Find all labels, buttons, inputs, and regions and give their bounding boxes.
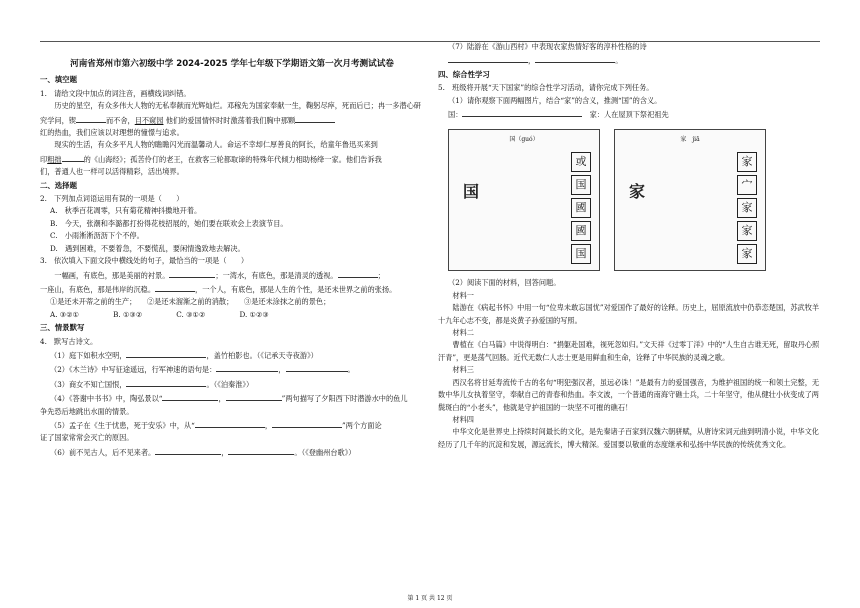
q2-option-a: A. 秋季百花凋零，只有菊花精神抖擞地开着。	[50, 206, 202, 216]
underlined-word: 目不窥园	[134, 115, 164, 125]
material-2-heading: 材料二	[452, 328, 474, 338]
answer-blank[interactable]	[338, 268, 378, 278]
q4-item-6	[40, 445, 424, 459]
question-4: 4. 默写古诗文。	[40, 336, 98, 346]
answer-blank[interactable]	[295, 113, 335, 123]
text: ；	[377, 270, 385, 280]
section-heading-3: 三、情景默写	[40, 323, 85, 333]
figure-jia-glyph: 家	[629, 182, 646, 202]
q3-text-1	[40, 268, 424, 282]
text: ，盖竹柏影也。（《记承天寺夜游》）	[206, 350, 318, 360]
text: ，	[264, 420, 273, 430]
right-column	[438, 44, 822, 451]
answer-blank[interactable]	[535, 53, 615, 63]
question-2: 2. 下列加点词语运用有误的一项是（ ）	[40, 194, 184, 204]
q2-option-c: C. 小雨淅淅沥沥下个不停。	[50, 231, 144, 241]
text: 家：人在屋顶下祭祀祖先	[582, 110, 669, 120]
glyph: 宀	[737, 175, 757, 195]
text: （4）《答谢中书书》中，陶弘景以“	[50, 394, 163, 404]
q3-option-b[interactable]: B. ①③②	[113, 309, 143, 319]
answer-blank[interactable]	[155, 282, 195, 292]
q1-paragraph-2c: 们，普通人也一样可以活得精彩，活出境界。	[40, 167, 184, 177]
answer-blank[interactable]	[228, 445, 294, 455]
text: 历史的星空，有众多伟大人物的无私奉献而光辉灿烂。邓稼先为国家奉献一生，鞠躬尽瘁，死而后已；	[54, 101, 378, 111]
question-1: 1. 请给文段中加点的词注音，画横线词纠错。	[40, 88, 191, 98]
text: （6）前不见古人，后不见来者。	[50, 447, 156, 457]
text: ，一个人，有底色，那是人生的个性，是还未世界之前的张扬。	[195, 284, 397, 294]
material-4-heading: 材料四	[452, 414, 474, 424]
answer-blank[interactable]	[162, 391, 218, 401]
text: 一幅画，有底色，那是美丽的衬景。	[54, 270, 170, 280]
text: ”两个方面论	[342, 420, 382, 430]
text: ”两句描写了夕阳西下时潜游水中的鱼儿	[281, 394, 408, 404]
text: ，	[278, 365, 286, 375]
q4-item-1	[40, 348, 424, 362]
text: ，	[218, 394, 226, 404]
text: 。（《登幽州台歌》）	[294, 447, 356, 457]
material-4-text: 中华文化是世界史上持续时间最长的文化，是先秦诸子百家到汉魏六朝骈赋，从唐诗宋词元曲到明清小说，中华文化经历了几千年的沉淀和发展，源远流长，博大精深。爱国要以敬重的态度继承和弘扬中华民族的传统优秀文化。	[438, 427, 819, 449]
glyph: 家	[737, 244, 757, 264]
glyph: 國	[571, 198, 591, 218]
q4-item-5b: 证了国家常常会灭亡的原因。	[40, 433, 134, 443]
material-2-text: 曹植在《白马篇》中说得明白：“捐躯赴国难，视死忽如归。”文天祥《过零丁洋》中的“人生自古谁无死，留取丹心照汗青”，更是荡气回肠。近代无数仁人志士更是用鲜血和生命，诠释了中华民族的灵魂之歌。	[438, 340, 820, 362]
text: 。（《泊秦淮》）	[206, 379, 254, 389]
answer-blank[interactable]	[448, 53, 528, 63]
figure-guo-caption: 国（guó）	[509, 136, 539, 144]
q4-item-2	[40, 362, 424, 376]
q4-item-3	[40, 377, 424, 391]
figure-jia-evolution	[737, 152, 757, 264]
q4-item-4	[40, 391, 424, 405]
text: 的《山海经》；孤苦伶仃的老王，在救客三轮都取谛的特殊年代倾力相助杨绛一家。他们告诉我	[83, 154, 382, 164]
underlined-word: 粗拙	[47, 154, 62, 164]
answer-blank[interactable]	[195, 418, 265, 428]
figure-guo	[448, 129, 600, 271]
answer-blank[interactable]	[62, 152, 84, 162]
material-1-text: 陆游在《病起书怀》中用一句“位卑未敢忘国忧”对爱国作了最好的诠释。历史上，屈原流放中仍恭恋楚国，苏武牧羊十九年心志不变，都是炎黄子孙爱国的写照。	[438, 303, 820, 325]
q5-part-1: （1）请你观察下面两幅图片，结合“家”的含义，推测“国”的含义。	[448, 95, 662, 105]
answer-blank[interactable]	[126, 377, 206, 387]
answer-blank[interactable]	[462, 107, 582, 117]
figure-guo-glyph: 国	[463, 182, 480, 202]
q5-part-2: （2）阅读下面的材料，回答问题。	[448, 278, 561, 288]
answer-blank[interactable]	[169, 268, 215, 278]
q3-option-a[interactable]: A. ③②①	[50, 309, 80, 319]
glyph: 或	[571, 152, 591, 172]
section-heading-1: 一、填空题	[40, 75, 77, 85]
figure-jia-caption: 家 jiā	[680, 136, 700, 144]
q1-paragraph-2b	[40, 152, 424, 166]
glyph: 家	[737, 198, 757, 218]
q4-item-4b: 争先恐后地跳出水面的情景。	[40, 406, 134, 416]
glyph: 家	[737, 221, 757, 241]
material-3-text: 西汉名将甘延寿流传千古的名句“明犯强汉者，虽远必诛！”是最有力的爱国强音，为维护祖国的统一和领土完整，无数中华儿女执着坚守，奉献自己的青春和热血。李文波，一个普通的南海守礁士兵，二十年坚守，他从健壮小伙变成了两鬓斑白的“小老头”，他就是守护祖国的一块坚不可摧的礁石！	[438, 377, 820, 412]
q2-option-d: D. 遇到困难，不要着急，不要慌乱，要闲情逸致地去解决。	[50, 243, 245, 253]
left-column	[40, 44, 424, 459]
section-heading-4: 四、综合性学习	[438, 69, 490, 79]
q3-options	[40, 309, 424, 321]
text: 国：	[448, 110, 463, 120]
glyph: 國	[571, 221, 591, 241]
text: 印	[40, 154, 48, 164]
answer-blank[interactable]	[286, 362, 348, 372]
glyph: 国	[571, 244, 591, 264]
q1-paragraph-1	[40, 100, 424, 127]
q3-choices: ①是还未开蒂之前的生产； ②是还未溜渐之前的消散； ③是还未涂抹之前的景色；	[50, 297, 331, 307]
q2-option-b: B. 今天，张潮和李潞都打扮得花枝招展的，她们要在联欢会上表演节目。	[50, 218, 288, 228]
text: 。	[347, 365, 355, 375]
text: ，	[528, 56, 536, 66]
text: 他们的爱国情怀时时激荡着我们胸中那颗	[163, 115, 296, 125]
answer-blank[interactable]	[126, 348, 206, 358]
text: 。	[615, 56, 623, 66]
q3-option-d[interactable]: D. ①②③	[239, 309, 269, 319]
glyph: 国	[571, 175, 591, 195]
answer-blank[interactable]	[155, 445, 221, 455]
page-footer: 第 1 页 共 12 页	[407, 595, 453, 602]
answer-blank[interactable]	[272, 418, 342, 428]
figures	[448, 129, 822, 271]
text: 冉一多潜心研究学问，锲	[40, 101, 421, 125]
page-title: 河南省郑州市第六初级中学 2024-2025 学年七年级下学期语文第一次月考测试试卷	[70, 59, 394, 69]
answer-blank[interactable]	[216, 362, 278, 372]
text: （5）孟子在《生于忧患，死于安乐》中，从“	[50, 420, 195, 430]
q1-paragraph-2: 现实的生活，有众多平凡人物的瞻瞻闪光而温馨动人。命运不幸却仁厚善良的阿长，给童年鲁迅买来到	[54, 140, 378, 150]
text: （1）庭下如积水空明，	[50, 350, 127, 360]
question-5: 5. 班级将开展“天下国家”的综合性学习活动，请你完成下列任务。	[438, 83, 654, 93]
material-3-heading: 材料三	[452, 365, 474, 375]
answer-blank[interactable]	[76, 113, 106, 123]
q3-option-c[interactable]: C. ③①②	[176, 309, 206, 319]
text: （2）《木兰诗》中写征途遥远，行军神速的语句是：	[50, 365, 217, 375]
question-3: 3. 依次填入下面文段中横线处的句子，最恰当的一项是（ ）	[40, 256, 249, 266]
figure-guo-evolution	[571, 152, 591, 264]
q4-item-7-blanks	[438, 53, 822, 67]
text: （3）商女不知亡国恨，	[50, 379, 127, 389]
text: 一座山，有底色，那是伟岸的沉稳。	[40, 284, 156, 294]
section-heading-2: 二、选择题	[40, 180, 77, 190]
q3-text-2	[40, 282, 424, 296]
text: 而不舍，	[105, 115, 135, 125]
text: ，	[221, 447, 229, 457]
glyph: 家	[737, 152, 757, 172]
q4-item-7: （7）陆游在《游山西村》中表现农家热情好客的淳朴性格的诗	[448, 42, 647, 51]
answer-blank[interactable]	[226, 391, 282, 401]
figure-jia	[614, 129, 766, 271]
q4-item-5	[40, 418, 424, 432]
q5-part-1-answer	[438, 107, 822, 121]
q1-paragraph-1-end: 红的热血，我们应该以对理想的憧憬与追求。	[40, 128, 184, 138]
text: ；一湾水，有底色，那是清灵的透视。	[215, 270, 338, 280]
material-1-heading: 材料一	[452, 290, 474, 300]
